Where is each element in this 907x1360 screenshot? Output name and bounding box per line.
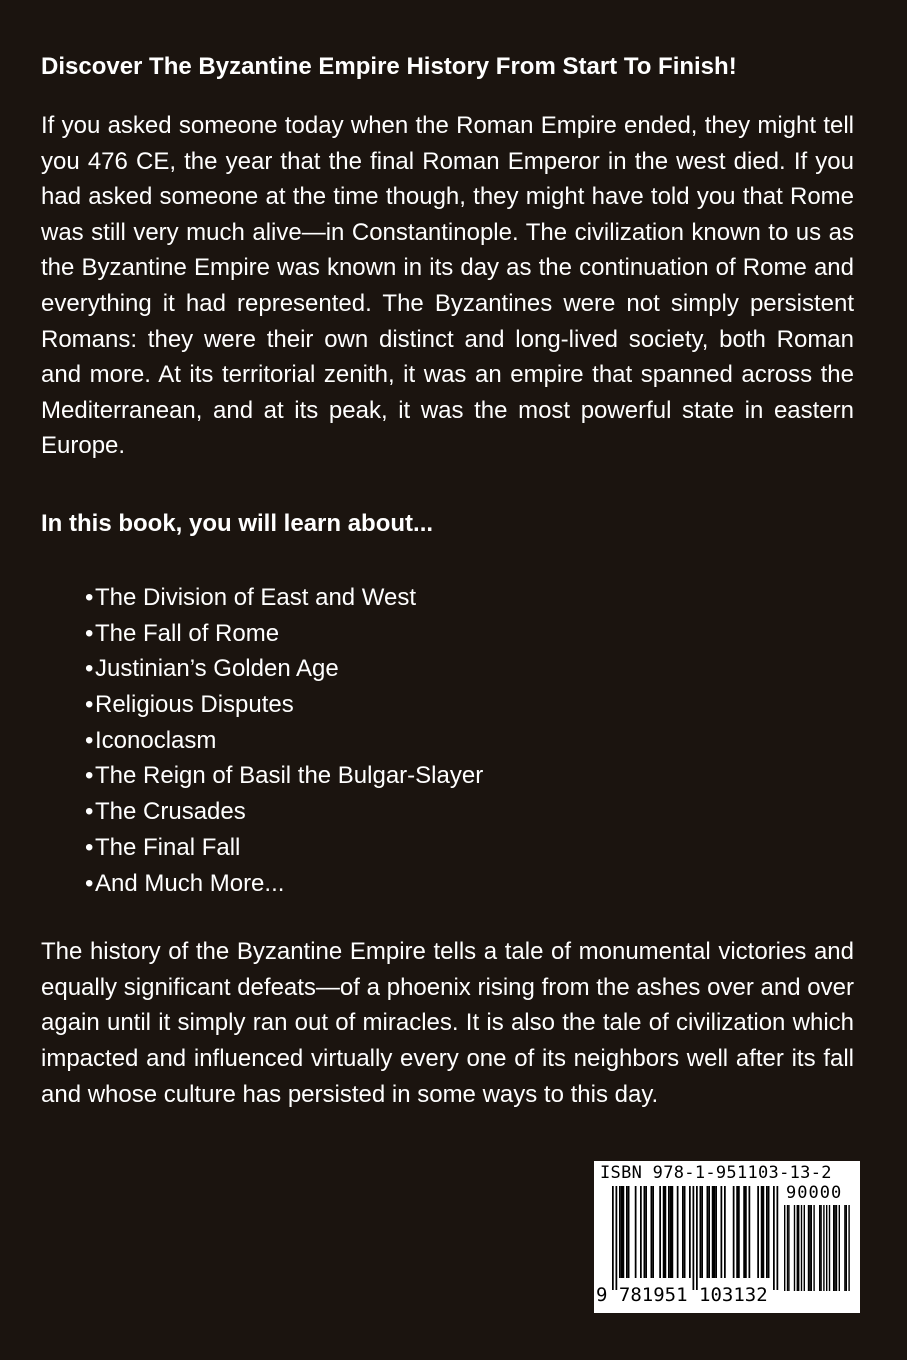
addon-bar: [836, 1205, 837, 1291]
bullet-icon: •: [85, 869, 94, 897]
barcode-bar: [645, 1186, 647, 1278]
addon-bar: [839, 1205, 840, 1291]
list-item: [85, 616, 854, 652]
addon-bar: [784, 1205, 785, 1291]
list-item: [85, 580, 854, 616]
addon-bar: [826, 1205, 827, 1291]
barcode-bar: [677, 1186, 679, 1278]
topic-label: The Reign of Basil the Bulgar-Slayer: [95, 762, 484, 790]
bullet-icon: •: [85, 798, 94, 826]
barcode-bar: [721, 1186, 723, 1278]
barcode-bar: [714, 1186, 716, 1278]
addon-bar: [834, 1205, 835, 1291]
addon-bar: [848, 1205, 849, 1291]
barcode-bar: [743, 1186, 745, 1278]
topic-list: [85, 580, 854, 901]
barcode-bar: [757, 1186, 759, 1278]
bullet-icon: •: [85, 762, 94, 790]
barcode-bar: [652, 1186, 654, 1278]
back-cover-text: [41, 49, 854, 1112]
topic-label: The Division of East and West: [95, 583, 417, 611]
list-item: [85, 830, 854, 866]
barcode-bar: [768, 1186, 770, 1278]
barcode-bar: [668, 1186, 670, 1278]
bullet-icon: •: [85, 691, 94, 719]
addon-bar: [819, 1205, 820, 1291]
ean-first-digit: 9: [596, 1284, 608, 1306]
list-item: [85, 758, 854, 794]
barcode-bar: [644, 1186, 646, 1278]
barcode-bar: [628, 1186, 630, 1278]
learn-heading: In this book, you will learn about...: [41, 509, 434, 537]
addon-bar: [788, 1205, 789, 1291]
addon-bar: [804, 1205, 805, 1291]
barcode-bar: [684, 1186, 686, 1278]
addon-bar: [787, 1205, 788, 1291]
addon-bar: [823, 1205, 824, 1291]
addon-bar: [811, 1205, 812, 1291]
addon-bar: [808, 1205, 809, 1291]
barcode-bar: [738, 1186, 740, 1278]
topic-label: The Crusades: [95, 798, 246, 826]
barcode-bar: [766, 1186, 768, 1278]
barcode-bar: [621, 1186, 623, 1278]
bullet-icon: •: [85, 726, 94, 754]
addon-bar: [794, 1205, 795, 1291]
barcode-bar: [670, 1186, 672, 1278]
barcode-bar: [763, 1186, 765, 1278]
barcode-bar: [701, 1186, 703, 1278]
addon-code: 90000: [786, 1183, 843, 1203]
headline: Discover The Byzantine Empire History From Start To Finish!: [41, 53, 737, 80]
addon-bar: [820, 1205, 821, 1291]
barcode-bar: [724, 1186, 726, 1278]
barcode-bar: [672, 1186, 674, 1278]
addon-bar: [798, 1205, 799, 1291]
barcode-bar: [712, 1186, 714, 1278]
addon-bar: [846, 1205, 847, 1291]
barcode-bar: [689, 1186, 691, 1278]
barcode-bar: [626, 1186, 628, 1278]
intro-paragraph: If you asked someone today when the Roman Empire ended, they might tell you 476 CE, the year that the final Roman Emperor in the west died. If you had asked someone at the time though, they might have told you that Rome was still very much alive—in Constantinople. The civilization known to us as the Byzantine Empire was known in its day as the continuation of Rome and everything it had represented. The Byzantines were not simply persistent Romans: they were their own distinct and long-lived society, both Roman and more. At its territorial zenith, it was an empire that spanned across the Mediterranean, and at its peak, it was the most powerful state in eastern Europe.: [41, 112, 854, 460]
topic-label: Religious Disputes: [95, 691, 294, 719]
ean-digits: [596, 1284, 768, 1306]
isbn-label: ISBN 978-1-951103-13-2: [600, 1163, 832, 1183]
topic-label: And Much More...: [95, 869, 285, 897]
addon-bar: [809, 1205, 810, 1291]
barcode-bar: [733, 1186, 735, 1278]
list-item: [85, 651, 854, 687]
barcode-bar: [707, 1186, 709, 1278]
guard-bar: [773, 1186, 775, 1290]
addon-bar: [833, 1205, 834, 1291]
barcode-bar: [659, 1186, 661, 1278]
list-item: [85, 794, 854, 830]
addon-bar: [801, 1205, 802, 1291]
topic-label: The Final Fall: [95, 833, 241, 861]
list-item: [85, 687, 854, 723]
topic-label: The Fall of Rome: [95, 619, 280, 647]
bullet-icon: •: [85, 655, 94, 683]
barcode-bar: [715, 1186, 717, 1278]
barcode-bar: [708, 1186, 710, 1278]
addon-bar: [844, 1205, 845, 1291]
barcode-bar: [745, 1186, 747, 1278]
addon-bar: [829, 1205, 830, 1291]
barcode-bar: [640, 1186, 642, 1278]
isbn-barcode: [594, 1161, 860, 1313]
guard-bar: [612, 1186, 614, 1290]
barcode-bar: [665, 1186, 667, 1278]
bullet-icon: •: [85, 583, 94, 611]
bullet-icon: •: [85, 833, 94, 861]
guard-bar: [777, 1186, 779, 1290]
barcode-bar: [749, 1186, 751, 1278]
addon-bar: [813, 1205, 814, 1291]
guard-bar: [616, 1186, 618, 1290]
addon-bar: [797, 1205, 798, 1291]
guard-bar: [693, 1186, 695, 1290]
barcode-bar: [619, 1186, 621, 1278]
guard-bar: [696, 1186, 698, 1290]
barcode-bar: [736, 1186, 738, 1278]
barcode-bar: [682, 1186, 684, 1278]
barcode-bar: [635, 1186, 637, 1278]
topic-label: Iconoclasm: [95, 726, 217, 754]
list-item: [85, 866, 854, 902]
barcode-bar: [651, 1186, 653, 1278]
list-item: [85, 723, 854, 759]
barcode-bar: [623, 1186, 625, 1278]
closing-paragraph: The history of the Byzantine Empire tells a tale of monumental victories and equally significant defeats—of a phoenix rising from the ashes over and over again until it simply ran out of miracles. It is also the tale of civilization which impacted and influenced virtually every one of its neighbors well after its fall and whose culture has persisted in some ways to this day.: [41, 938, 854, 1108]
barcode-bar: [761, 1186, 763, 1278]
bullet-icon: •: [85, 619, 94, 647]
topic-label: Justinian’s Golden Age: [95, 655, 339, 683]
ean-right-group: 103132: [699, 1284, 768, 1306]
ean-left-group: 781951: [618, 1284, 688, 1306]
barcode-bar: [663, 1186, 665, 1278]
barcode-bar: [700, 1186, 702, 1278]
